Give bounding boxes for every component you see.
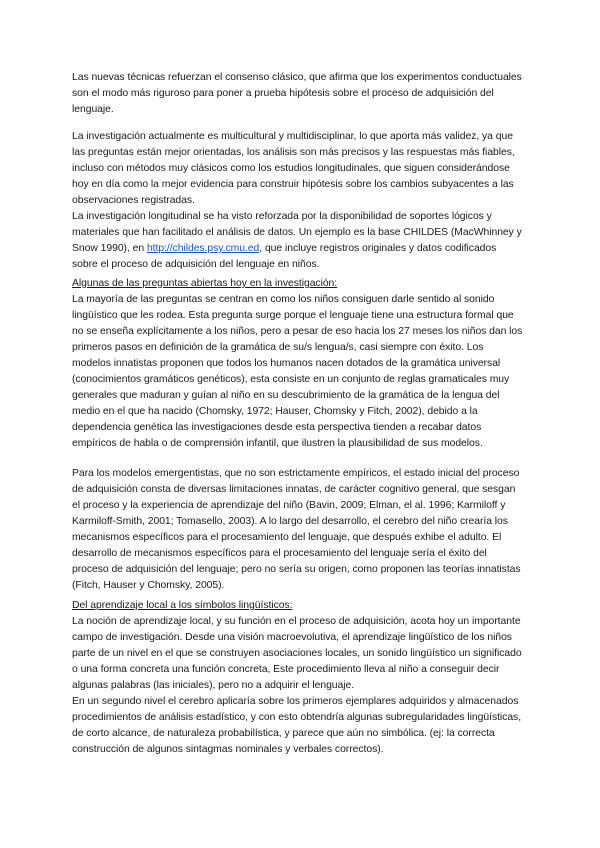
paragraph-longitudinal-text: La investigación longitudinal se ha visto reforzada por la disponibilidad de soportes lógicos y materiales que han facilitado el análisis de datos. Un ejemplo es la base CHILDES (MacWhinney y Snow 1990), en: [72, 211, 522, 254]
section-open-questions: [72, 276, 524, 452]
paragraph-emergentist-models: Para los modelos emergentistas, que no son estrictamente empíricos, el estado inicial del proceso de adquisición consta de diversas limitaciones innatas, de carácter cognitivo general, que sesgan el proceso y la experiencia de aprendizaje del niño (Bavin, 2009; Elman, el al. 1996; Karmiloff y Karmiloff-Smith, 2001; Tomasello, 2003). A lo largo del desarrollo, el cerebro del niño crearía los mecanismos específicos para el procesamiento del lenguaje, que después exhibe el adulto. El desarrollo de mecanismos específicos para el procesamiento del lenguaje sería el éxito del proceso de adquisición del lenguaje; pero no sería su origen, como proponen las teorías innatistas (Fitch, Hauser y Chomsky, 2005).: [72, 468, 521, 591]
paragraph-local-learning: La noción de aprendizaje local, y su función en el proceso de adquisición, acota hoy un importante campo de investigación. Desde una visión macroevolutiva, el aprendizaje lingüístico de los niños parte de un nivel en el que se construyen asociaciones locales, un sonido lingüístico un significado o una forma concreta una función concreta, Este procedimiento lleva al niño a conseguir decir algunas palabras (las iniciales), pero no a adquirir el lenguaje.: [72, 616, 522, 691]
heading-open-questions: Algunas de las preguntas abiertas hoy en la investigación:: [72, 278, 338, 289]
paragraph-multicultural: La investigación actualmente es multicultural y multidisciplinar, lo que aporta más validez, ya que las preguntas están mejor orientadas, los análisis son más precisos y las respuestas más fiables, incluso con métodos muy clásicos como los estudios longitudinales, que siguen considerándose hoy en día como la mejor evidencia para construir hipótesis sobre los cambios subyacentes a las observaciones registradas.: [72, 131, 515, 206]
paragraph-techniques: Las nuevas técnicas refuerzan el consenso clásico, que afirma que los experimentos conductuales son el modo más riguroso para poner a prueba hipótesis sobre el proceso de adquisición del lenguaje.: [72, 72, 522, 115]
paragraph-second-level: En un segundo nivel el cerebro aplicaría sobre los primeros ejemplares adquiridos y almacenados procedimientos de análisis estadístico, y con esto obtendría algunas subregularidades lingüísticas, de corto alcance, de naturaleza probabilística, y parece que aún no simbólica. (ej: la correcta construcción de algunos sintagmas nominales y verbales correctos).: [72, 696, 522, 755]
childes-link[interactable]: http://childes.psy.cmu.ed: [146, 243, 260, 254]
paragraph-innatist-models: La mayoría de las preguntas se centran en como los niños consiguen darle sentido al sonido lingüístico que les rodea. Esta pregunta surge porque el lenguaje tiene una estructura formal que no se enseña explícitamente a los niños, pero a pesar de eso hacia los 27 meses los niños dan los primeros pasos en definición de la gramática de su/s lengua/s, casi siempre con éxito. Los modelos innatistas proponen que todos los humanos nacen dotados de la gramática universal (conocimientos gramáticos genéticos), esta consiste en un conjunto de reglas gramaticales muy generales que maduran y guían al niño en su descubrimiento de la gramática de la lengua del medio en el que ha nacido (Chomsky, 1972; Hauser, Chomsky y Fitch, 2002), debido a la dependencia genética las investigaciones desde esta perspectiva tienden a recabar datos empíricos de habla o de comprensión infantil, que ilustren la plausibilidad de sus modelos.: [72, 294, 523, 449]
paragraph-longitudinal: [72, 209, 524, 273]
heading-local-learning: Del aprendizaje local a los símbolos lingüísticos:: [72, 600, 293, 611]
section-local-learning: [72, 598, 524, 758]
paragraph-longitudinal-tail: , que incluye registros originales y datos codificados sobre el proceso de adquisición del lenguaje en niños.: [72, 243, 497, 270]
section-emergentist: [72, 466, 524, 594]
paragraph-intro: [72, 70, 524, 118]
paragraph-group-research: [72, 129, 524, 273]
